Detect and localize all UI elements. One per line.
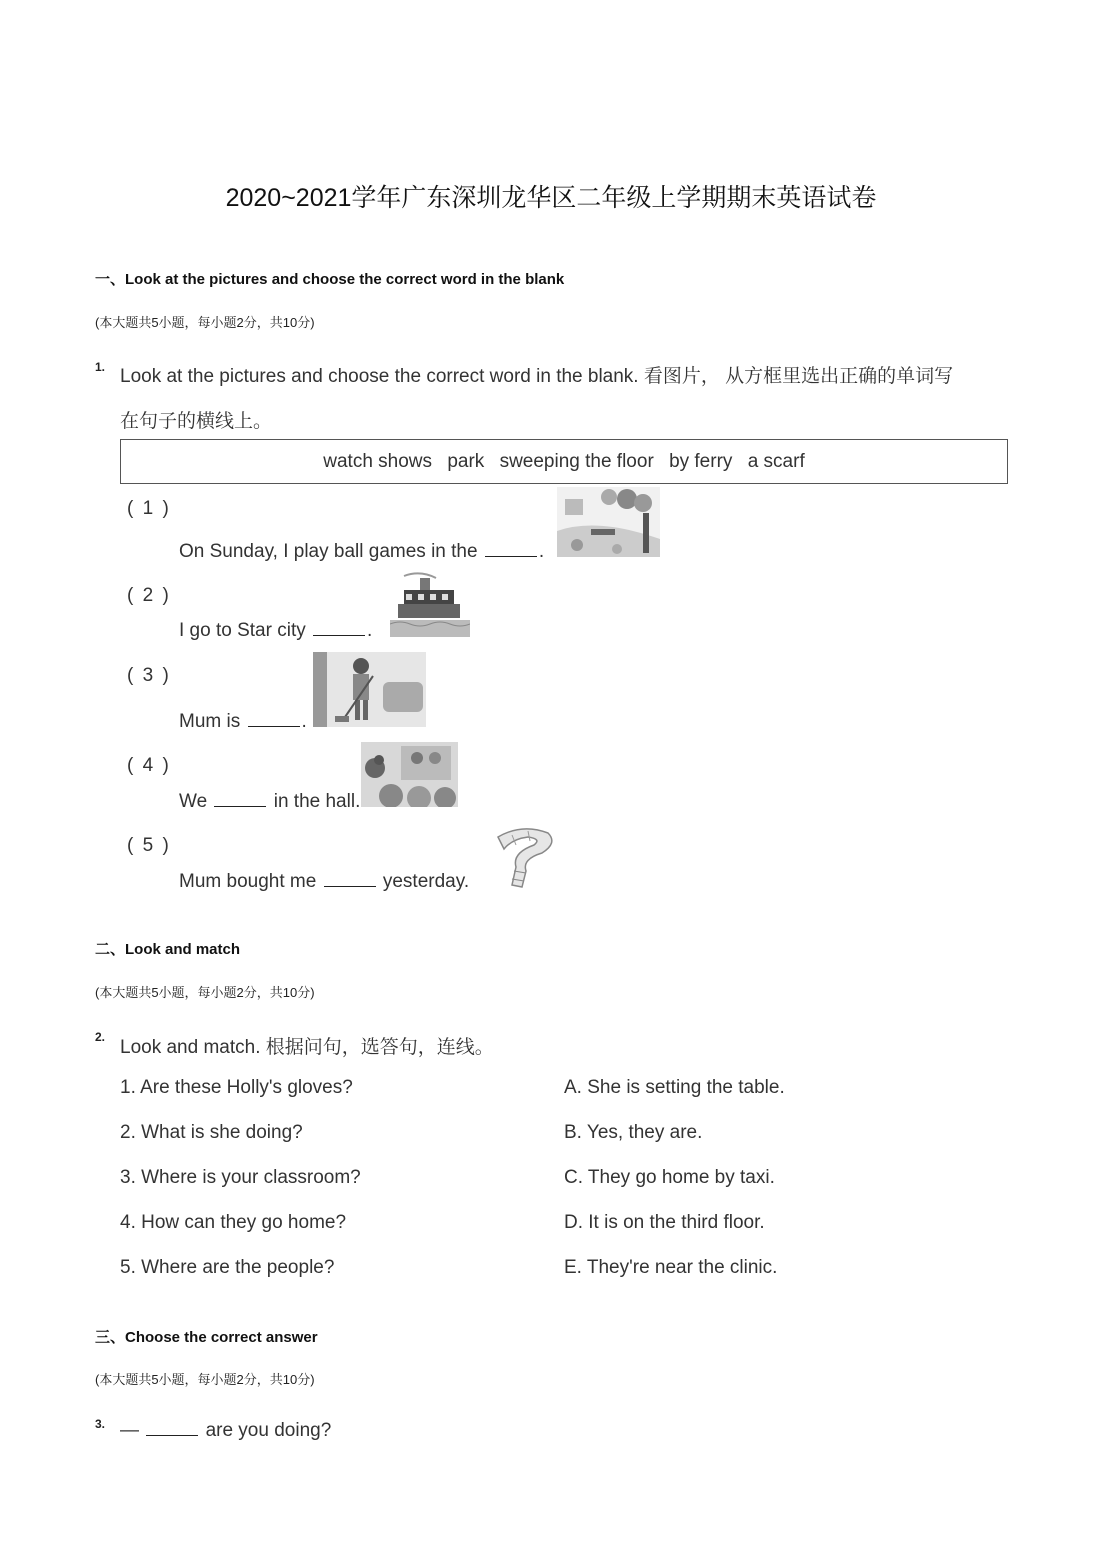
- match-question[interactable]: 4. How can they go home?: [120, 1212, 347, 1233]
- section-2-heading: 二、Look and match: [95, 941, 241, 958]
- item-sentence: [179, 710, 307, 733]
- match-question[interactable]: 2. What is she doing?: [120, 1122, 303, 1143]
- sentence-text: .: [538, 541, 545, 562]
- sentence-text: Mum is: [179, 711, 241, 732]
- answer-blank[interactable]: [324, 870, 376, 887]
- item-number: ( 3 ): [127, 665, 171, 686]
- question-1-number: 1.: [95, 360, 106, 374]
- word-bank-item: a scarf: [747, 451, 805, 472]
- section-1-note: (本大题共5小题，每小题2分，共10分): [95, 315, 315, 330]
- scarf-picture: [492, 823, 560, 889]
- match-answer[interactable]: B. Yes, they are.: [564, 1122, 703, 1143]
- question-2-instruction: Look and match. 根据问句，选答句，连线。: [120, 1037, 494, 1058]
- sentence-text: On Sunday, I play ball games in the: [179, 541, 478, 562]
- question-3-number: 3.: [95, 1417, 106, 1431]
- sweeping-picture: [313, 652, 426, 727]
- sentence-text: yesterday.: [382, 871, 470, 892]
- sentence-text: We: [179, 791, 208, 812]
- question-3-tail: are you doing?: [205, 1420, 332, 1441]
- item-number: ( 1 ): [127, 498, 171, 519]
- section-3-heading: 三、Choose the correct answer: [95, 1329, 318, 1346]
- match-answer[interactable]: D. It is on the third floor.: [564, 1212, 765, 1233]
- answer-blank[interactable]: [248, 710, 300, 727]
- answer-blank[interactable]: [313, 619, 365, 636]
- question-2-number: 2.: [95, 1030, 106, 1044]
- sentence-text: Mum bought me: [179, 871, 317, 892]
- match-question[interactable]: 1. Are these Holly's gloves?: [120, 1077, 353, 1098]
- word-bank-item: by ferry: [669, 451, 733, 472]
- word-bank-item: sweeping the floor: [499, 451, 654, 472]
- question-1-instruction-cont: 在句子的横线上。: [120, 411, 273, 432]
- match-answer[interactable]: E. They're near the clinic.: [564, 1257, 778, 1278]
- match-answer[interactable]: C. They go home by taxi.: [564, 1167, 775, 1188]
- item-number: ( 4 ): [127, 755, 171, 776]
- item-sentence: [179, 870, 469, 893]
- item-number: ( 5 ): [127, 835, 171, 856]
- dash: —: [120, 1420, 139, 1441]
- answer-blank[interactable]: [146, 1419, 198, 1436]
- question-1-instruction: Look at the pictures and choose the correct word in the blank. 看图片， 从方框里选出正确的单词写: [120, 366, 954, 387]
- section-2-note: (本大题共5小题，每小题2分，共10分): [95, 985, 315, 1000]
- watch-shows-picture: [361, 742, 458, 807]
- item-sentence: [179, 790, 360, 813]
- word-bank-box: [120, 439, 1008, 484]
- match-question[interactable]: 3. Where is your classroom?: [120, 1167, 361, 1188]
- park-picture: [557, 487, 660, 557]
- match-answer[interactable]: A. She is setting the table.: [564, 1077, 785, 1098]
- page-title: 2020~2021学年广东深圳龙华区二年级上学期期末英语试卷: [225, 184, 877, 212]
- ferry-picture: [390, 572, 470, 637]
- sentence-text: .: [367, 620, 373, 641]
- answer-blank[interactable]: [214, 790, 266, 807]
- sentence-text: .: [301, 711, 307, 732]
- match-question[interactable]: 5. Where are the people?: [120, 1257, 335, 1278]
- item-number: ( 2 ): [127, 585, 171, 606]
- word-bank-item: watch shows: [323, 451, 433, 472]
- item-sentence: [179, 619, 372, 642]
- section-1-heading: 一、Look at the pictures and choose the correct word in the blank: [95, 271, 565, 288]
- question-3-text: [120, 1419, 331, 1442]
- section-3-note: (本大题共5小题，每小题2分，共10分): [95, 1372, 315, 1387]
- sentence-text: I go to Star city: [179, 620, 306, 641]
- answer-blank[interactable]: [485, 540, 537, 557]
- item-sentence: [179, 540, 544, 563]
- word-bank-item: park: [447, 451, 485, 472]
- sentence-text: in the hall.: [273, 791, 361, 812]
